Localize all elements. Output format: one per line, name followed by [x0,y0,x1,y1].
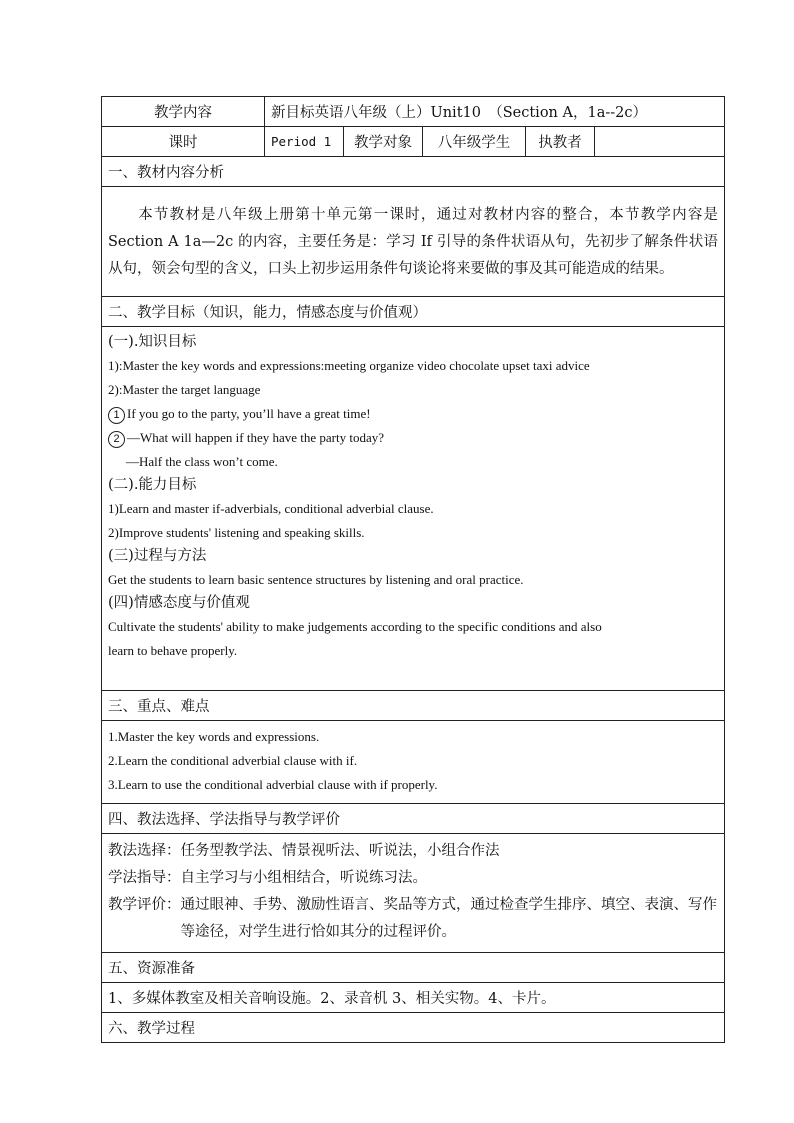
row-content [102,97,725,127]
teaching-method-row [108,838,718,865]
section1-title: 一、教材内容分析 [102,157,725,187]
row-section2-title [102,297,725,327]
row-section4-title [102,804,725,834]
teacher-value [595,127,725,157]
learning-guide-text: 自主学习与小组相结合，听说练习法。 [180,870,427,886]
teaching-method-text: 任务型教学法、情景视听法、听说法，小组合作法 [180,843,500,859]
teacher-label: 执教者 [526,127,595,157]
knowledge-item-4: 2 —What will happen if they have the party today? [108,426,718,450]
circled-number: 2 [108,431,125,448]
learning-guide-label: 学法指导： [108,870,181,886]
row-section1-title [102,157,725,187]
emotion-item-2: learn to behave properly. [108,643,238,658]
key-point-3: 3.Learn to use the conditional adverbial clause with if properly. [108,777,438,792]
teaching-eval-row [108,892,718,946]
section2-title: 二、教学目标（知识，能力，情感态度与价值观） [102,297,725,327]
row-section6-title [102,1013,725,1043]
ability-title: (二).能力目标 [108,477,197,493]
section4-body [102,834,725,953]
section1-body [102,187,725,297]
lesson-plan-table [101,96,725,1043]
row-section1-body [102,187,725,297]
knowledge-title: (一).知识目标 [108,334,197,350]
section2-body [102,327,725,691]
emotion-title: (四)情感态度与价值观 [108,595,250,611]
row-section3-title [102,691,725,721]
key-point-2: 2.Learn the conditional adverbial clause with if. [108,753,358,768]
ability-item-2: 2)Improve students' listening and speaking skills. [108,525,365,540]
content-label: 教学内容 [102,97,265,127]
knowledge-item-2: 2):Master the target language [108,382,261,397]
section3-body [102,721,725,804]
row-section3-body [102,721,725,804]
lesson-plan-sheet [101,96,724,1043]
row-section2-body [102,327,725,691]
knowledge-item-3: 1 If you go to the party, you’ll have a great time! [108,402,718,426]
target-value: 八年级学生 [423,127,526,157]
row-period [102,127,725,157]
target-label: 教学对象 [344,127,423,157]
teaching-method-label: 教法选择： [108,843,181,859]
ability-item-1: 1)Learn and master if-adverbials, conditional adverbial clause. [108,501,434,516]
teaching-eval-text: 通过眼神、手势、激励性语言、奖品等方式，通过检查学生排序、填空、表演、写作等途径，对学生进行恰如其分的过程评价。 [180,897,717,940]
process-item-1: Get the students to learn basic sentence structures by listening and oral practice. [108,572,524,587]
emotion-item-1: Cultivate the students' ability to make judgements according to the specific conditions and also [108,619,602,634]
content-value: 新目标英语八年级（上）Unit10 （Section A，1a--2c） [265,97,725,127]
teaching-eval-label: 教学评价： [108,897,181,913]
knowledge-item-1: 1):Master the key words and expressions:meeting organize video chocolate upset taxi advice [108,358,590,373]
key-point-1: 1.Master the key words and expressions. [108,729,320,744]
knowledge-item-5: —Half the class won’t come. [126,454,278,469]
process-title: (三)过程与方法 [108,548,207,564]
section1-text: 本节教材是八年级上册第十单元第一课时，通过对教材内容的整合，本节教学内容是 Section A 1a—2c 的内容，主要任务是：学习 If 引导的条件状语从句，先初步了解条件状语从句，领会句型的含义，口头上初步运用条件句谈论将来要做的事及其可能造成的结果。 [108,206,719,277]
circled-number: 1 [108,407,125,424]
section5-title: 五、资源准备 [102,953,725,983]
section6-title: 六、教学过程 [102,1013,725,1043]
period-label: 课时 [102,127,265,157]
row-section5-body [102,983,725,1013]
learning-guide-row [108,865,718,892]
row-section4-body [102,834,725,953]
section4-title: 四、教法选择、学法指导与教学评价 [102,804,725,834]
section3-title: 三、重点、难点 [102,691,725,721]
row-section5-title [102,953,725,983]
period-value: Period 1 [265,127,344,157]
section5-text: 1、多媒体教室及相关音响设施。2、录音机 3、相关实物。4、卡片。 [102,983,725,1013]
